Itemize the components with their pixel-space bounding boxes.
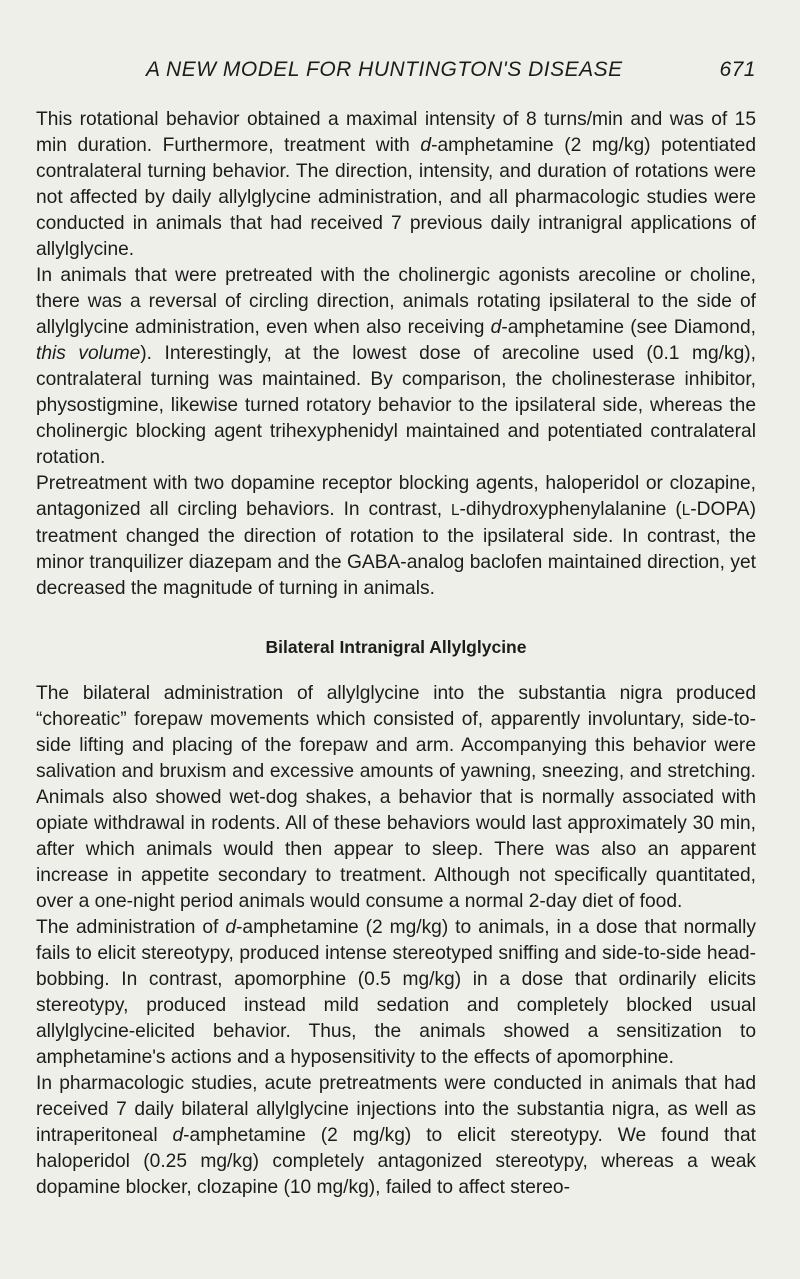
running-title: A NEW MODEL FOR HUNTINGTON'S DISEASE — [146, 58, 623, 81]
dextro-prefix: d — [172, 1125, 184, 1146]
paragraph-2 — [36, 263, 756, 471]
running-header — [36, 58, 756, 88]
paragraph-5 — [36, 915, 756, 1071]
paragraph-4: The bilateral administration of allylglycine into the substantia nigra produced “choreatic” forepaw movements which consisted of, apparently involuntary, side-to-side lifting and placing of the forepaw and arm. Accompanying this behavior were salivation and bruxism and excessive amounts of yawning, sneezing, and stretching. Animals also showed wet-dog shakes, a behavior that is normally associated with opiate withdrawal in rodents. All of these behaviors would last approximately 30 min, after which animals would then appear to sleep. There was also an apparent increase in appetite secondary to treatment. Although not specifically quantitated, over a one-night period animals would consume a normal 2-day diet of food. — [36, 683, 756, 912]
paragraph-2-part-3: ). Interestingly, at the lowest dose of arecoline used (0.1 mg/kg), contralateral turning was maintained. By comparison, the cholinesterase inhibitor, physostigmine, likewise turned rotatory behavior to the ipsilateral side, whereas the cholinergic blocking agent trihexyphenidyl maintained and potentiated contralateral rotation. — [36, 343, 756, 468]
paragraph-1-part-1: This rotational behavior obtained a maximal intensity of 8 turns/min and was of 15 min duration. Furthermore, treatment with — [36, 109, 756, 156]
paragraph-6 — [36, 1071, 756, 1201]
paragraph-2-part-1: In animals that were pretreated with the cholinergic agonists arecoline or choline, there was a reversal of circling direction, animals rotating ipsilateral to the side of allylglycine administration, even when also receiving — [36, 265, 756, 338]
dextro-prefix: d — [490, 317, 502, 338]
paragraph-3 — [36, 471, 756, 602]
paragraph-6-part-1: In pharmacologic studies, acute pretreatments were conducted in animals that had received 7 daily bilateral allylglycine injections into the substantia nigra, as well as intraperitoneal — [36, 1073, 756, 1146]
paragraph-3-part-1: Pretreatment with two dopamine receptor blocking agents, haloperidol or clozapine, antagonized all circling behaviors. In contrast, — [36, 473, 756, 520]
levo-prefix: L — [450, 502, 460, 519]
page-number: 671 — [719, 58, 756, 81]
paragraph-6-part-2: -amphetamine (2 mg/kg) to elicit stereotypy. We found that haloperidol (0.25 mg/kg) completely antagonized stereotypy, whereas a weak dopamine blocker, clozapine (10 mg/kg), failed to affect stereo- — [36, 1125, 756, 1198]
dextro-prefix: d — [225, 917, 237, 938]
paragraph-5-part-2: -amphetamine (2 mg/kg) to animals, in a dose that normally fails to elicit stereotypy, produced intense stereotyped sniffing and side-to-side head-bobbing. In contrast, apomorphine (0.5 mg/kg) in a dose that ordinarily elicits stereotypy, produced instead mild sedation and completely blocked usual allylglycine-elicited behavior. Thus, the animals showed a sensitization to amphetamine's actions and a hyposensitivity to the effects of apomorphine. — [36, 917, 756, 1068]
book-page — [36, 58, 756, 1201]
levo-prefix: L — [681, 502, 691, 519]
paragraph-2-part-2: -amphetamine (see Diamond, — [501, 317, 756, 338]
body-text — [36, 107, 756, 1201]
citation-volume: this volume — [36, 343, 141, 364]
paragraph-1-part-2: -amphetamine (2 mg/kg) potentiated contralateral turning behavior. The direction, intensity, and duration of rotations were not affected by daily allylglycine administration, and all pharmacologic studies were conducted in animals that had received 7 previous daily intranigral applications of allylglycine. — [36, 135, 757, 260]
paragraph-5-part-1: The administration of — [36, 917, 226, 938]
paragraph-3-part-2: -dihydroxyphenylalanine ( — [459, 499, 682, 520]
dextro-prefix: d — [420, 135, 432, 156]
paragraph-1 — [36, 107, 756, 263]
paragraph-3-part-3: -DOPA) treatment changed the direction of rotation to the ipsilateral side. In contrast, the minor tranquilizer diazepam and the GABA-analog baclofen maintained direction, yet decreased the magnitude of turning in animals. — [36, 499, 756, 599]
section-heading: Bilateral Intranigral Allylglycine — [265, 637, 527, 657]
